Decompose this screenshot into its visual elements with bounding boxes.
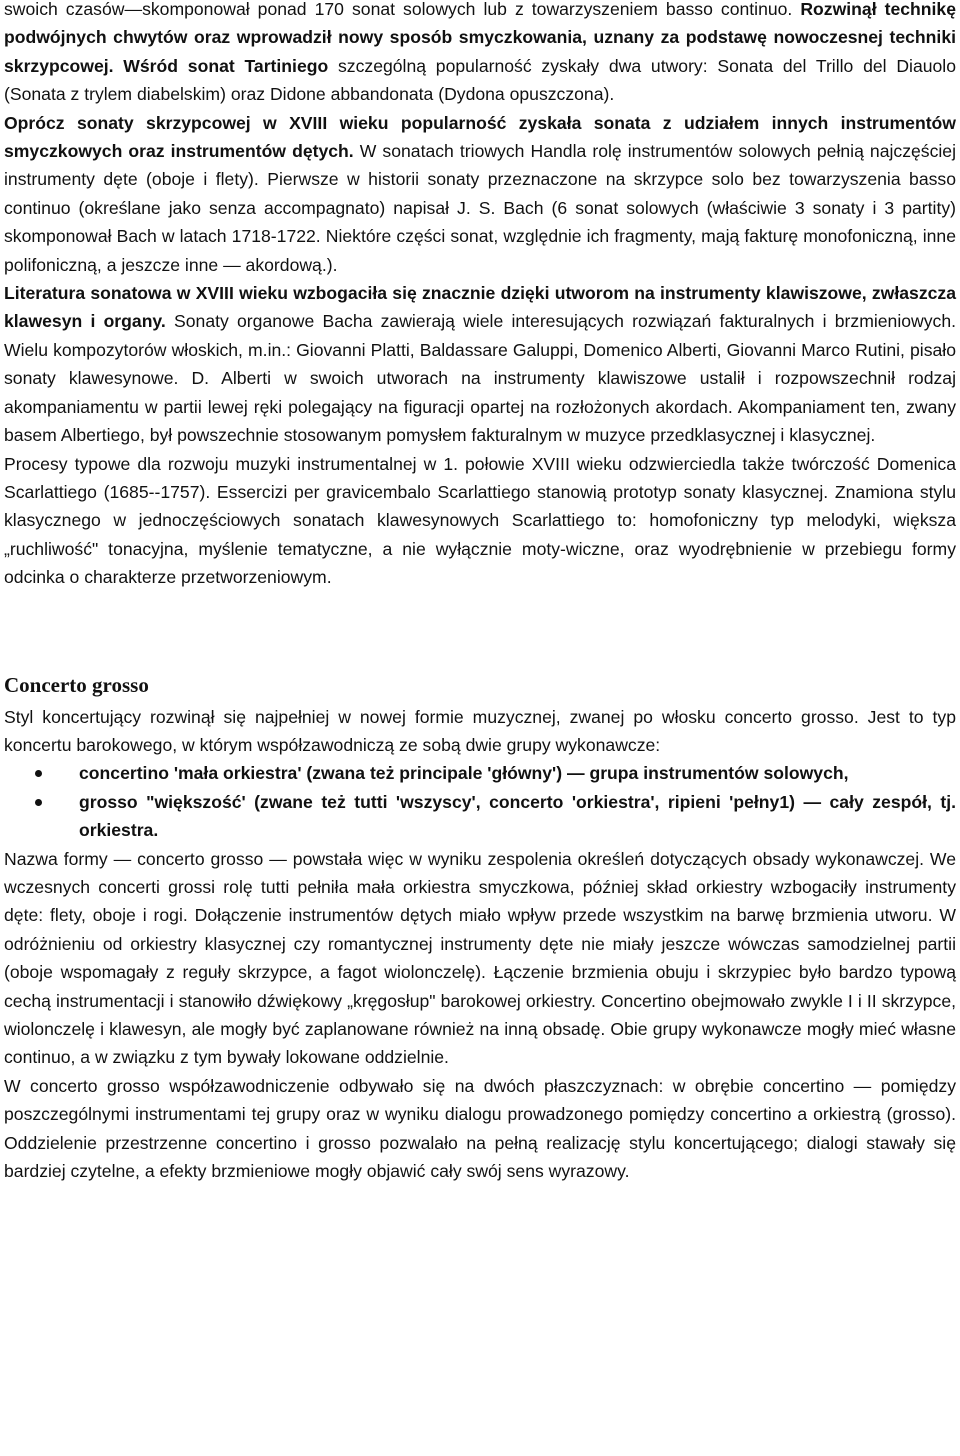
spacer xyxy=(4,592,956,668)
list-item xyxy=(4,759,956,787)
text: szczególną popularność zyskały dwa utwory: Sonata del Trillo del Diauolo (Sonata z trylem diabelskim) oraz Didone abbandonata (Dydona opuszczona). xyxy=(4,55,957,105)
text: W sonatach triowych Handla rolę instrumentów solowych pełnią najczęściej instrumenty dęte (oboje i flety). Pierwsze w historii sonaty przeznaczone na skrzypce solo bez towarzyszenia basso continuo (określane jako senza accompagnato) napisał J. S. Bach (6 sonat solowych (właściwie 3 sonaty i 3 partity) skomponował Bach w latach 1718-1722. Niektóre części sonat, względnie ich fragmenty, mają fakturę monofoniczną, inne polifoniczną, a jeszcze inne — akordową.). xyxy=(4,141,956,275)
paragraph-other-instruments xyxy=(4,109,956,279)
bullet-icon xyxy=(35,799,42,806)
list-item-text: grosso "większość' (zwane też tutti 'wszyscy', concerto 'orkiestra', ripieni 'pełny1) — cały zespół, tj. orkiestra. xyxy=(79,791,956,841)
text: Sonaty organowe Bacha zawierają wiele interesujących rozwiązań fakturalnych i brzmieniowych. Wielu kompozytorów włoskich, m.in.: Giovanni Platti, Baldassare Galuppi, Domenico Alberti, Giovanni Marco Rutini, pisało sonaty klawesynowe. D. Alberti w swoich utworach na instrumenty klawiszowe ustalił i rozpowszechnił rodzaj akompaniamentu w partii lewej ręki polegający na figuracji opartej na rozłożonych akordach. Akompaniament ten, zwany basem Albertiego, był powszechnie stosowanym pomysłem fakturalnym w muzyce przedklasycznej i klasycznej. xyxy=(4,311,956,446)
text: swoich czasów—skomponował ponad 170 sonat solowych lub z towarzyszeniem basso continuo. xyxy=(4,0,801,19)
section-heading: Concerto grosso xyxy=(4,672,149,697)
paragraph-competition: W concerto grosso współzawodniczenie odbywało się na dwóch płaszczyznach: w obrębie concertino — pomiędzy poszczególnymi instrumentami tej grupy oraz w wyniku dialogu prowadzonego pomiędzy concertino a orkiestrą (grosso). Oddzielenie przestrzenne concertino i grosso pozwalało na pełną realizację stylu koncertującego; dialogi stawały się bardziej czytelne, a efekty brzmieniowe mogły objawić cały swój sens wyrazowy. xyxy=(4,1075,956,1182)
paragraph-scarlatti: Procesy typowe dla rozwoju muzyki instrumentalnej w 1. połowie XVIII wieku odzwierciedla także twórczość Domenica Scarlattiego (1685--1757). Essercizi per gravicembalo Scarlattiego stanowią prototyp sonaty klasycznej. Znamiona stylu klasycznego w jednoczęściowych sonatach klawesynowych Scarlattiego to: homofoniczny typ melodyki, większa „ruchliwość" tonacyjna, myślenie tematyczne, a nie wyłącznie moty-wiczne, oraz wyodrębnienie w przebiegu formy odcinka o charakterze przetworzeniowym. xyxy=(4,453,956,588)
paragraph-form-name: Nazwa formy — concerto grosso — powstała więc w wyniku zespolenia określeń dotyczących obsady wykonawczej. We wczesnych concerti grossi rolę tutti pełniła mała orkiestra smyczkowa, później skład orkiestry wzbogaciły instrumenty dęte: flety, oboje i rogi. Dołączenie instrumentów dętych miało wpływ przede wszystkim na barwę brzmienia utworu. W odróżnieniu od orkiestry klasycznej czy romantycznej instrumenty dęte nie miały jeszcze wówczas samodzielnej partii (oboje wspomagały z reguły skrzypce, a fagot wiolonczelę). Łączenie brzmienia obuju i skrzypiec było bardzo typową cechą instrumentacji i stanowiło dźwiękowy „kręgosłup" barokowej orkiestry. Concertino obejmowało zwykle I i II skrzypce, wiolonczelę i klawesyn, ale mogły być zaplanowane również na inną obsadę. Obie grupy wykonawcze mogły mieć własne continuo, a w związku z tym bywały lokowane oddzielnie. xyxy=(4,848,956,1068)
paragraph-tartini xyxy=(4,0,956,109)
bold-text: Oprócz sonaty skrzypcowej w XVIII wieku popularność zyskała sonata z udziałem innych instrumentów smyczkowych oraz instrumentów dętych. xyxy=(4,112,956,162)
list-item-text: concertino 'mała orkiestra' (zwana też principale 'główny') — grupa instrumentów solowych, xyxy=(79,763,849,784)
bullet-icon xyxy=(35,770,42,777)
bold-text: Literatura sonatowa w XVIII wieku wzbogaciła się znacznie dzięki utworom na instrumenty klawiszowe, zwłaszcza klawesyn i organy. xyxy=(4,283,956,332)
list-item xyxy=(4,788,956,845)
bold-text: Rozwinął technikę podwójnych chwytów oraz wprowadził nowy sposób smyczkowania, uznany za podstawę nowoczesnej techniki skrzypcowej. Wśród sonat Tartiniego xyxy=(4,0,956,76)
paragraph-concerto-intro: Styl koncertujący rozwinął się najpełniej w nowej formie muzycznej, zwanej po włosku concerto grosso. Jest to typ koncertu barokowego, w którym współzawodniczą ze sobą dwie grupy wykonawcze: xyxy=(4,706,956,755)
document-page xyxy=(4,0,956,1185)
performer-groups-list xyxy=(4,759,956,844)
paragraph-keyboard-sonatas xyxy=(4,279,956,449)
